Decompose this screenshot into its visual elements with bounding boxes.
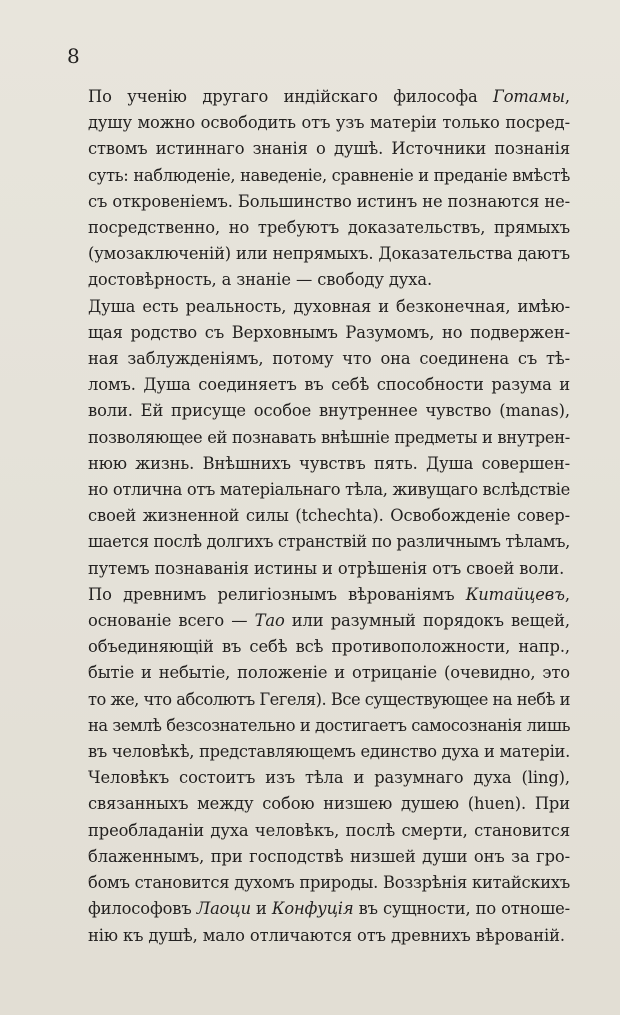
text-line <box>88 477 570 503</box>
text-line <box>88 320 570 346</box>
text-segment: Душа есть реальность, духовная и безконечная, имѣю- <box>88 296 570 316</box>
text-segment: путемъ познаванія истины и отрѣшенія отъ своей воли. <box>88 558 565 578</box>
text-line <box>88 844 570 870</box>
text-segment: или разумный порядокъ вещей, <box>284 611 570 631</box>
text-segment: ломъ. Душа соединяетъ въ себѣ способности разума и <box>88 375 570 395</box>
text-segment: суть: наблюденіе, наведеніе, сравненіе и преданіе вмѣстѣ <box>88 165 570 185</box>
paragraph-3 <box>88 582 570 949</box>
text-segment: , <box>564 584 570 604</box>
text-line <box>88 582 570 608</box>
text-segment: блаженнымъ, при господствѣ низшей души онъ за гро- <box>88 846 570 866</box>
text-segment: нюю жизнь. Внѣшнихъ чувствъ пять. Душа совершен- <box>88 453 570 473</box>
text-segment: Человѣкъ состоитъ изъ тѣла и разумнаго духа (ling), <box>88 768 570 788</box>
text-line <box>88 241 570 267</box>
text-segment: нію къ душѣ, мало отличаются отъ древнихъ вѣрованій. <box>88 925 565 945</box>
text-line <box>88 923 570 949</box>
text-segment: основаніе всего — <box>88 611 255 631</box>
text-line <box>88 215 570 241</box>
text-line <box>88 136 570 162</box>
italic-term: Китайцевъ <box>465 584 565 604</box>
text-segment: шается послѣ долгихъ странствій по различнымъ тѣламъ, <box>88 532 570 552</box>
text-segment: объединяющій въ себѣ всѣ противоположности, напр., <box>88 637 570 657</box>
body-text <box>88 84 570 949</box>
text-segment: позволяющее ей познавать внѣшніе предметы и внутрен- <box>88 427 570 447</box>
text-line <box>88 896 570 922</box>
paragraph-2 <box>88 294 570 582</box>
text-line <box>88 608 570 634</box>
italic-term: Конфуція <box>271 899 354 919</box>
text-line <box>88 84 570 110</box>
text-line <box>88 425 570 451</box>
text-line <box>88 713 570 739</box>
text-line <box>88 660 570 686</box>
text-segment: бомъ становится духомъ природы. Воззрѣнія китайскихъ <box>88 873 570 893</box>
text-segment: достовѣрность, а знаніе — свободу духа. <box>88 270 433 290</box>
text-line <box>88 267 570 293</box>
text-line <box>88 503 570 529</box>
text-segment: съ откровеніемъ. Большинство истинъ не познаются не- <box>88 191 570 211</box>
text-line <box>88 687 570 713</box>
text-line <box>88 346 570 372</box>
text-segment: , <box>564 87 570 106</box>
text-segment: своей жизненной силы (tchechta). Освобожденіе совер- <box>88 506 570 526</box>
text-line <box>88 451 570 477</box>
text-line <box>88 372 570 398</box>
text-segment: По ученію другаго индійскаго философа <box>88 87 494 106</box>
text-segment: воли. Ей присуще особое внутреннее чувство (manas), <box>88 401 570 421</box>
text-line <box>88 556 570 582</box>
text-segment: въ человѣкѣ, представляющемъ единство духа и матеріи. <box>88 742 570 762</box>
text-line <box>88 818 570 844</box>
text-line <box>88 163 570 189</box>
text-segment: душу можно освободить отъ узъ матеріи только посред- <box>88 113 570 133</box>
text-segment: въ сущности, по отноше- <box>353 899 570 919</box>
text-line <box>88 294 570 320</box>
text-segment: По древнимъ религіознымъ вѣрованіямъ <box>88 584 466 604</box>
text-segment: то же, что абсолютъ Гегеля). Все существующее на небѣ и <box>88 689 570 709</box>
text-segment: щая родство съ Верховнымъ Разумомъ, но подвержен- <box>88 322 570 342</box>
text-segment: философовъ <box>88 899 197 919</box>
page-number: 8 <box>67 44 80 68</box>
text-segment: на землѣ безсознательно и достигаетъ самосознанія лишь <box>88 715 570 735</box>
text-line <box>88 398 570 424</box>
paragraph-1 <box>88 84 570 294</box>
text-segment: бытіе и небытіе, положеніе и отрицаніе (очевидно, это <box>88 663 570 683</box>
text-segment: (умозаключеній) или непрямыхъ. Доказательства даютъ <box>88 244 570 264</box>
text-line <box>88 529 570 555</box>
text-segment: преобладаніи духа человѣкъ, послѣ смерти, становится <box>88 820 570 840</box>
text-line <box>88 110 570 136</box>
text-segment: и <box>250 899 272 919</box>
italic-term: Готамы <box>493 87 565 106</box>
text-line <box>88 765 570 791</box>
text-line <box>88 791 570 817</box>
text-line <box>88 634 570 660</box>
text-segment: связанныхъ между собою низшею душею (huen). При <box>88 794 570 814</box>
text-line <box>88 870 570 896</box>
text-line <box>88 189 570 215</box>
text-segment: ная заблужденіямъ, потому что она соединена съ тѣ- <box>88 349 570 369</box>
text-segment: ствомъ истиннаго знанія о душѣ. Источники познанія <box>88 139 570 159</box>
text-line <box>88 739 570 765</box>
italic-term: Тао <box>254 611 285 631</box>
text-segment: посредственно, но требуютъ доказательствъ, прямыхъ <box>88 218 570 238</box>
text-segment: но отлична отъ матеріальнаго тѣла, живущаго вслѣдствіе <box>88 480 570 500</box>
italic-term: Лаоци <box>196 899 251 919</box>
